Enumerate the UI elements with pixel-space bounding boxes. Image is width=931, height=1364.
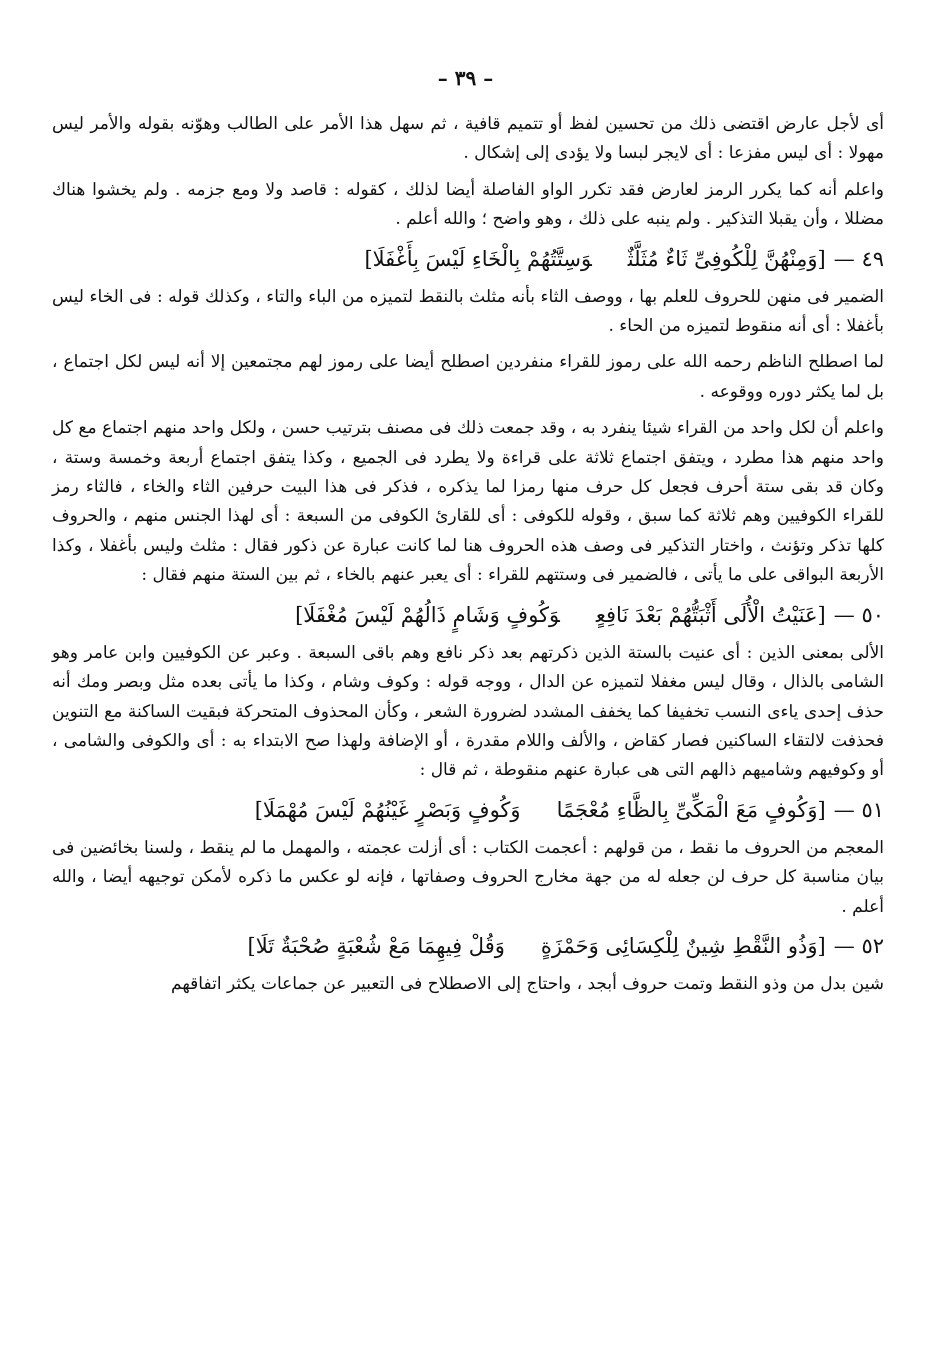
paragraph: الألى بمعنى الذين : أى عنيت بالستة الذين ذكرتهم بعد ذكر نافع وهم باقى السبعة . وعبر عن الكوفيين وابن عامر وهو الشامى بالذال ، وقال ليس مغفلا لتميزه عن الدال ، ووجه قوله : وكوف وشام ، وكذا ما يأتى بعده مثل وبصر ومك أنه حذف إحدى ياءى النسب تخفيفا كما يخفف المشدد لضرورة الشعر ، وكأن المحذوف المتحركة فبقيت الساكنة مع التنوين فحذفت لالتقاء الساكنين فصار كقاض ، والألف واللام مقدرة ، أو الإضافة ولهذا صح الابتداء به : أى والكوفى والشامى ، أو وكوفيهم وشاميهم ذالهم التى هى عبارة عنهم منقوطة ، ثم قال : xyxy=(52,642,884,781)
paragraph: المعجم من الحروف ما نقط ، من قولهم : أعجمت الكتاب : أى أزلت عجمته ، والمهمل ما لم ينقط ، ولسنا بخائضين فى بيان مناسبة كل حرف لن جعله له من جهة مخارج الحروف وصفاتها ، فإنه لو عكس ما ذكره لأمكن توجيهه أيضا ، والله أعلم . xyxy=(52,837,884,917)
paragraph: لما اصطلح الناظم رحمه الله على رموز للقراء منفردين اصطلح أيضا على رموز لهم مجتمعين إلا أنه ليس لكل اجتماع ، بل لما يكثر دوره ووقوعه . xyxy=(52,352,884,402)
verse-number: ٥١ — xyxy=(833,797,884,822)
verse-51 xyxy=(52,794,884,826)
verse-hemistich: [وَذُو النَّقْطِ شِينٌ لِلْكِسَائِى وَحَمْزَةٍ xyxy=(540,933,826,958)
paragraph: واعلم أنه كما يكرر الرمز لعارض فقد تكرر الواو الفاصلة أيضا لذلك ، كقوله : قاصد ولا ومع جزمه . ولم يخشوا هناك مضللا ، وأن يقبلا التذكير . ولم ينبه على ذلك ، وهو واضح ؛ والله أعلم . xyxy=(52,179,884,230)
page-text xyxy=(52,110,884,1006)
verse-hemistich: [وَكُوفٍ مَعَ الْمَكِّىِّ بِالظَّاءِ مُعْجَمًا xyxy=(556,797,826,822)
verse-50 xyxy=(52,599,884,631)
paragraph: أى لأجل عارض اقتضى ذلك من تحسين لفظ أو تتميم قافية ، ثم سهل هذا الأمر على الطالب وهوّنه بقوله والأمر ليس مهولا : أى ليس مفزعا : أى لايجر لبسا ولا يؤدى إلى إشكال . xyxy=(52,114,884,164)
verse-hemistich: وَسِتَّتُهُمْ بِالْخَاءِ لَيْسَ بِأَغْفَلَا] xyxy=(364,246,592,271)
verse-number: ٤٩ — xyxy=(833,246,884,271)
verse-52 xyxy=(52,930,884,962)
verse-hemistich: [عَنَيْتُ الْأُلَى أَثْبَتُّهُمْ بَعْدَ نَافِعٍ xyxy=(595,602,826,627)
paragraph: الضمير فى منهن للحروف للعلم بها ، ووصف الثاء بأنه مثلث بالنقط لتميزه من الباء والتاء ، وكذلك قوله : فى الخاء ليس بأغفلا : أى أنه منقوط لتميزه من الحاء . xyxy=(52,286,884,337)
verse-hemistich: [وَمِنْهُنَّ لِلْكُوفِىِّ ثَاءٌ مُثَلَّثٌ xyxy=(627,246,826,271)
verse-49 xyxy=(52,243,884,275)
verse-hemistich: وَقُلْ فِيهِمَا مَعْ شُعْبَةٍ صُحْبَةٌ تَلَا] xyxy=(247,933,505,958)
verse-number: ٥٢ — xyxy=(833,933,884,958)
paragraph: شين بدل من وذو النقط وتمت حروف أبجد ، واحتاج إلى الاصطلاح فى التعبير عن جماعات يكثر اتفاقهم xyxy=(171,973,884,994)
verse-number: ٥٠ — xyxy=(833,602,884,627)
verse-hemistich: وَكُوفٍ وَشَامٍ ذَالُهُمْ لَيْسَ مُغْفَلَا] xyxy=(295,602,560,627)
paragraph: واعلم أن لكل واحد من القراء شيئا ينفرد به ، وقد جمعت ذلك فى مصنف بترتيب حسن ، ولكل واحد منهم اجتماع مع كل واحد منهم هذا مطرد ، ويتفق اجتماع ثلاثة على قراءة ولا يطرد فى الجميع ، وكذا يتفق اجتماع أربعة وخمسة وستة ، وكان قد بقى ستة أحرف فجعل كل حرف منها رمزا لما يذكره ، فذكر فى هذا البيت حرفين الثاء والخاء ، فالثاء رمز للقراء الكوفيين وهم ثلاثة كما سبق ، وقوله للكوفى : أى للقارئ الكوفى من السبعة : أى لهذا الجنس منهم ، والحروف كلها تذكر وتؤنث ، واختار التذكير فى وصف هذه الحروف هنا لما كانت عبارة عن ذكور فقال : مثلث وليس بأغفلا ، وكذا الأربعة البواقى على ما يأتى ، فالضمير فى وستتهم للقراء : أى يعبر عنهم بالخاء ، ثم بين الستة منهم فقال : xyxy=(52,418,884,586)
page-number: – ٣٩ – xyxy=(437,66,494,90)
verse-hemistich: وَكُوفٍ وَبَصْرٍ غَيْنُهُمْ لَيْسَ مُهْمَلَا] xyxy=(254,797,521,822)
